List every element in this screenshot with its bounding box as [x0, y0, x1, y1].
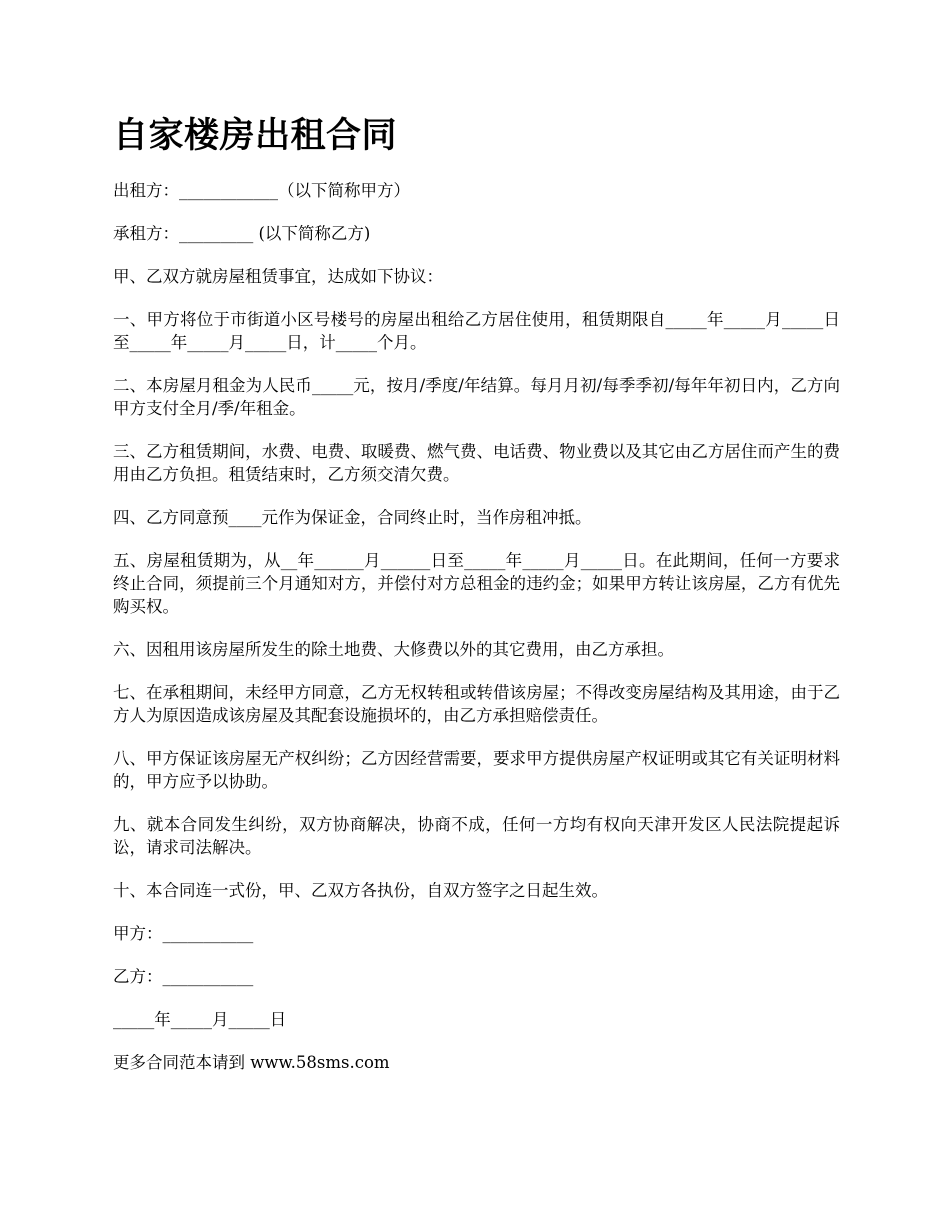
clause-9: 九、就本合同发生纠纷，双方协商解决，协商不成，任何一方均有权向天津开发区人民法院提起诉讼，请求司法解决。 — [113, 815, 840, 857]
clause-4: 四、乙方同意预____元作为保证金，合同终止时，当作房租冲抵。 — [113, 508, 592, 527]
clause-10: 十、本合同连一式份，甲、乙双方各执份，自双方签字之日起生效。 — [113, 881, 608, 900]
clause-2: 二、本房屋月租金为人民币_____元，按月/季度/年结算。每月月初/每季季初/每年年初日内，乙方向甲方支付全月/季/年租金。 — [113, 376, 840, 418]
clause-8: 八、甲方保证该房屋无产权纠纷；乙方因经营需要，要求甲方提供房屋产权证明或其它有关证明材料的，甲方应予以协助。 — [113, 749, 840, 791]
lessee-line: 承租方：_________ (以下简称乙方) — [113, 224, 371, 243]
more-templates-link: 更多合同范本请到 www.58sms.com — [113, 1053, 390, 1072]
signing-date: _____年_____月_____日 — [113, 1010, 287, 1029]
clause-3: 三、乙方租赁期间，水费、电费、取暖费、燃气费、电话费、物业费以及其它由乙方居住而产生的费用由乙方负担。租赁结束时，乙方须交清欠费。 — [113, 442, 840, 484]
party-b-signature: 乙方：___________ — [113, 967, 254, 986]
lessor-line: 出租方：____________（以下简称甲方） — [113, 181, 410, 200]
clause-5: 五、房屋租赁期为，从__年______月______日至_____年_____月_____日。在此期间，任何一方要求终止合同，须提前三个月通知对方，并偿付对方总租金的违约金；如果甲方转让该房屋，乙方有优先购买权。 — [113, 551, 840, 616]
party-a-signature: 甲方：___________ — [113, 924, 254, 943]
agreement-intro: 甲、乙双方就房屋租赁事宜，达成如下协议： — [113, 267, 443, 286]
clause-1: 一、甲方将位于市街道小区号楼号的房屋出租给乙方居住使用，租赁期限自_____年_____月_____日至_____年_____月_____日，计_____个月。 — [113, 310, 840, 352]
contract-document — [113, 108, 840, 1094]
page-title: 自家楼房出租合同 — [113, 115, 398, 156]
clause-6: 六、因租用该房屋所发生的除土地费、大修费以外的其它费用，由乙方承担。 — [113, 640, 674, 659]
clause-7: 七、在承租期间，未经甲方同意，乙方无权转租或转借该房屋；不得改变房屋结构及其用途，由于乙方人为原因造成该房屋及其配套设施损坏的，由乙方承担赔偿责任。 — [113, 683, 840, 725]
